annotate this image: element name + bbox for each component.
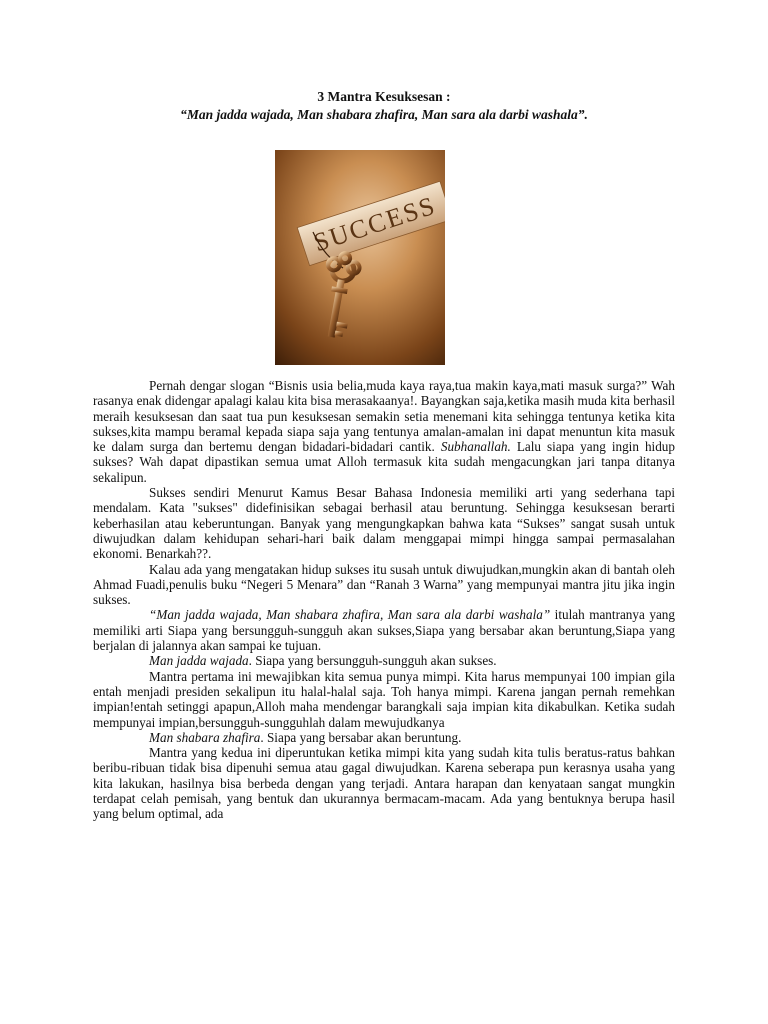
paragraph-5 [93, 653, 675, 668]
paragraph-text: Lalu siapa yang ingin hidup sukses? Wah dapat dipastikan semua umat Alloh termasuk kita sudah mengacungkan jari tanpa ditanya sekalipun. [93, 439, 675, 485]
paragraph-1 [93, 378, 675, 485]
italic-text: Subhanallah. [440, 439, 511, 455]
paragraph-text: . Siapa yang bersabar akan beruntung. [260, 729, 462, 745]
document-subtitle: “Man jadda wajada, Man shabara zhafira, Man sara ala darbi washala”. [180, 107, 588, 122]
paragraph-3: Kalau ada yang mengatakan hidup sukses itu susah untuk diwujudkan,mungkin akan di bantah oleh Ahmad Fuadi,penulis buku “Negeri 5 Menara” dan “Ranah 3 Warna” yang mempunyai mantra jitu jika ingin sukses. [93, 561, 675, 608]
article-body [93, 378, 675, 822]
mantra-heading-1: Man jadda wajada [149, 653, 249, 669]
paragraph-2: Sukses sendiri Menurut Kamus Besar Bahasa Indonesia memiliki arti yang sederhana tapi mendalam. Kata "sukses" didefinisikan sebagai berhasil atau beruntung. Sehingga kesuksesan berarti keberhasilan atau keberuntungan. Banyak yang mengungkapkan bahwa kata “Sukses” sangat susah untuk diwujudkan dalam kehidupan sehari-hari baik dalam menggapai mimpi hingga sampai permasalahan ekonomi. Benarkah??. [93, 485, 675, 562]
mantra-quote: “Man jadda wajada, Man shabara zhafira, Man sara ala darbi washala” [149, 607, 551, 623]
paragraph-7 [93, 730, 675, 745]
paragraph-text: itulah mantranya yang memiliki arti Siapa yang bersungguh-sungguh akan sukses,Siapa yang bersabar akan beruntung,Siapa yang berjalan di jalannya akan sampai ke tujuan. [93, 607, 675, 654]
paragraph-4 [93, 607, 675, 653]
paragraph-8: Mantra yang kedua ini diperuntukan ketika mimpi kita yang sudah kita tulis beratus-ratus bahkan beribu-ribuan tidak bisa dipenuhi semua atau gagal diwujudkan. Karena seberapa pun kerasnya usaha yang kita lakukan, hasilnya bisa berbeda dengan yang terjadi. Antara harapan dan kenyataan sangat mungkin terdapat celah pemisah, yang bentuk dan ukurannya bermacam-macam. Ada yang bentuknya berupa hasil yang belum optimal, ada [93, 745, 675, 822]
document-page [93, 0, 675, 1024]
key-icon [275, 150, 445, 365]
document-title: 3 Mantra Kesuksesan : [317, 89, 451, 104]
mantra-heading-2: Man shabara zhafira [149, 729, 261, 745]
paragraph-text: Pernah dengar slogan “Bisnis usia belia,muda kaya raya,tua makin kaya,mati masuk surga?” Wah rasanya enak didengar apalagi kalau kita bisa merasakaanya!. Bayangkan saja,ketika masih muda kita berhasil meraih kesuksesan dan saat tua pun kesuksesan semakin setia menemani kita sehingga tentunya ketika kita sukses,kita mampu beramal kepada siapa saja yang tentunya amalan-amalan ini dapat menuntun kita masuk ke dalam surga dan bertemu dengan bidadari-bidadari cantik. [93, 378, 675, 455]
paragraph-6: Mantra pertama ini mewajibkan kita semua punya mimpi. Kita harus mempunyai 100 impian gila entah menjadi presiden sekalipun itu halal-halal saja. Toh hanya mimpi. Karena jangan pernah remehkan impian!entah setinggi apapun,Alloh maha mendengar barangkali saja impian kita dikabulkan. Ketika sudah mempunyai impian,bersungguh-sungguhlah dalam mewujudkanya [93, 668, 675, 730]
success-key-image [275, 150, 445, 365]
paragraph-text: . Siapa yang bersungguh-sungguh akan sukses. [248, 653, 497, 669]
success-tag-text: SUCCESS [310, 190, 440, 258]
